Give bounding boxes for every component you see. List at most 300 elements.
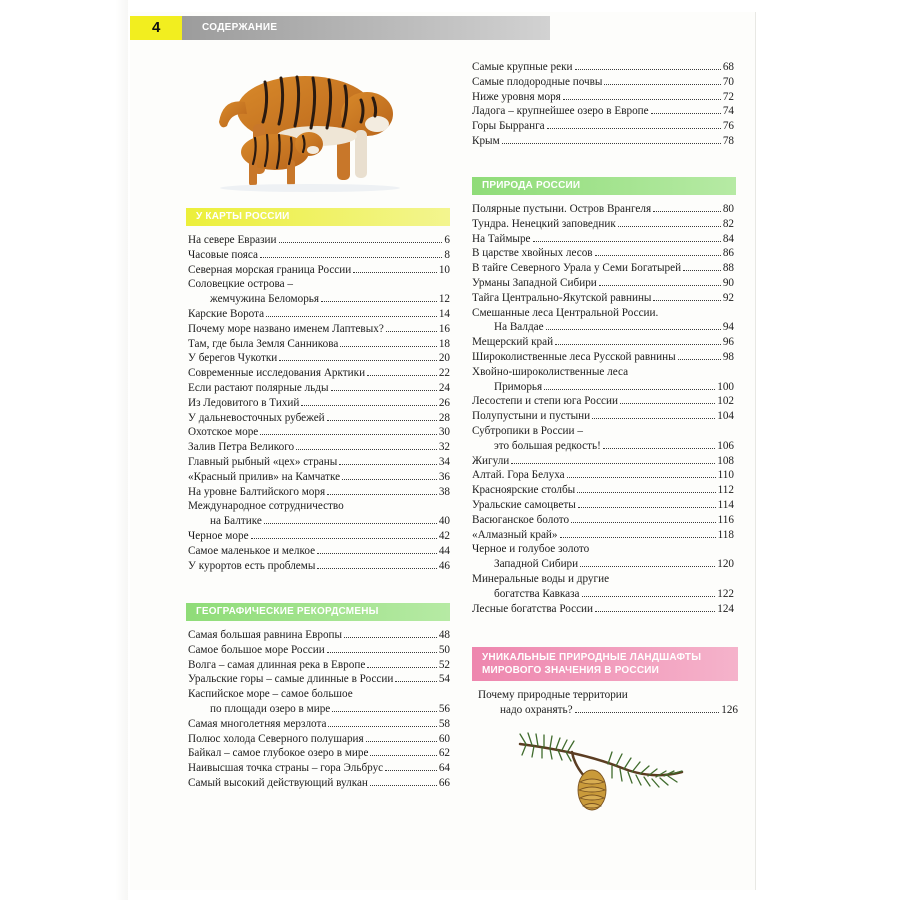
toc-entry [188,440,450,455]
toc-page-number: 122 [717,587,734,600]
toc-entry-row [188,366,450,381]
toc-entry-row [472,439,734,454]
toc-entry-title: Алтай. Гора Белуха [472,469,565,482]
dot-leader [340,337,436,347]
toc-entry-title: Волга – самая длинная река в Европе [188,658,366,671]
dot-leader [653,202,721,212]
toc-page-number: 66 [438,776,450,789]
toc-entry-title: На Таймыре [472,232,531,245]
toc-page-number: 110 [717,469,734,482]
toc-entry-row [472,202,734,217]
toc-entry-row [188,322,450,337]
toc-entry-title: Полюс холода Северного полушария [188,732,364,745]
toc-entry [188,337,450,352]
dot-leader [533,232,721,242]
toc-list-unique [478,688,738,718]
dot-leader [279,233,443,243]
toc-page-number: 98 [722,350,734,363]
toc-entry-title: Смешанные леса Центральной России. [472,306,659,319]
toc-page-number: 80 [722,203,734,215]
dot-leader [502,134,721,144]
toc-entry [472,202,734,217]
toc-entry-row [472,75,734,90]
toc-entry [188,425,450,440]
dot-leader [301,396,436,406]
toc-entry-title: Полупустыни и пустыни [472,410,591,423]
toc-page-number: 26 [438,396,450,409]
toc-entry-row [188,425,450,440]
dot-leader [575,703,720,713]
toc-entry [188,776,450,791]
toc-page-number: 76 [722,120,734,133]
toc-entry-title-continued: на Балтике [210,515,262,528]
toc-entry [188,658,450,673]
scan-margin [0,0,128,900]
toc-page-number: 40 [438,515,450,528]
dot-leader [260,248,442,258]
toc-entry-title: Черное море [188,529,249,542]
toc-entry-row [472,454,734,469]
dot-leader [544,380,715,390]
toc-entry-title: Если растают полярные льды [188,381,329,394]
dot-leader [511,454,715,464]
toc-entry [472,365,734,395]
toc-entry-title: Ниже уровня моря [472,90,561,103]
dot-leader [344,628,437,638]
toc-page-number: 114 [717,498,734,511]
toc-entry-title: Самые плодородные почвы [472,75,603,88]
toc-entry-row [188,337,450,352]
toc-page-number: 72 [722,90,734,103]
toc-entry [472,454,734,469]
toc-page-number: 86 [722,247,734,260]
toc-entry-title-continued: жемчужина Беломорья [210,293,320,306]
dot-leader [599,276,721,286]
toc-page-number: 112 [717,484,734,497]
toc-entry-title: Главный рыбный «цех» страны [188,455,338,468]
toc-entry-row [188,672,450,687]
toc-entry [472,261,734,276]
dot-leader [582,587,716,597]
toc-entry-title: На севере Евразии [188,234,277,246]
section-title-line-1: УНИКАЛЬНЫЕ ПРИРОДНЫЕ ЛАНДШАФТЫ [482,652,702,663]
dot-leader [370,746,436,756]
toc-entry-row [188,440,450,455]
toc-entry-row [472,134,734,149]
toc-page-number: 12 [438,293,450,306]
toc-page-number: 56 [438,702,450,715]
toc-entry-title: У дальневосточных рубежей [188,411,325,424]
toc-entry [188,233,450,248]
toc-entry [472,528,734,543]
toc-entry-row [188,514,450,529]
toc-entry-title: На уровне Балтийского моря [188,485,326,498]
toc-entry-title: Почему море названо именем Лаптевых? [188,322,384,335]
toc-entry [472,483,734,498]
toc-entry [472,90,734,105]
dot-leader [651,104,721,114]
toc-entry [188,746,450,761]
toc-entry [188,277,450,307]
toc-entry-title: Наивысшая точка страны – гора Эльбрус [188,762,384,775]
dot-leader [567,468,716,478]
dot-leader [331,381,437,391]
toc-entry [188,322,450,337]
toc-entry-row [188,559,450,574]
toc-page-number: 38 [438,485,450,498]
toc-page-number: 96 [722,336,734,349]
toc-entry [188,529,450,544]
toc-page-number: 44 [438,544,450,557]
toc-entry-title: «Алмазный край» [472,528,558,541]
toc-page-number: 84 [722,232,734,245]
toc-entry-title: Современные исследования Арктики [188,367,366,380]
toc-entry [188,396,450,411]
toc-entry-row [188,292,450,307]
toc-entry-title: Почему природные территории [478,689,628,701]
dot-leader [321,292,437,302]
toc-entry [472,104,734,119]
toc-entry [188,672,450,687]
toc-entry-row [188,529,450,544]
toc-entry-row [188,717,450,732]
toc-entry-row [188,351,450,366]
toc-entry-row [188,263,450,278]
toc-entry-row [188,732,450,747]
dot-leader [317,544,437,554]
toc-entry [188,485,450,500]
toc-page-number: 18 [438,337,450,350]
toc-entry-title: «Красный прилив» на Камчатке [188,470,341,483]
toc-entry-title-continued: это большая редкость! [494,439,601,452]
dot-leader [367,658,437,668]
toc-entry-row [472,602,734,617]
toc-entry-row [188,761,450,776]
toc-entry [472,424,734,454]
toc-entry-row [188,658,450,673]
toc-entry-title: Минеральные воды и другие [472,572,610,585]
toc-entry-title: Залив Петра Великого [188,441,295,454]
toc-entry [472,291,734,306]
dot-leader [546,320,721,330]
toc-entry-title-continued: Западной Сибири [494,558,579,571]
toc-entry-row [472,232,734,247]
toc-entry [472,232,734,247]
toc-page-number: 14 [438,307,450,320]
toc-page-number: 24 [438,381,450,394]
toc-entry-row [188,381,450,396]
toc-entry-row [188,628,450,643]
dot-leader [547,119,721,129]
dot-leader [618,217,721,227]
toc-page-number: 94 [722,321,734,334]
toc-entry [188,455,450,470]
toc-entry [188,248,450,263]
section-title: У КАРТЫ РОССИИ [196,211,290,222]
section-title: ПРИРОДА РОССИИ [482,180,581,191]
dot-leader [595,602,715,612]
toc-page-number: 70 [722,75,734,88]
toc-entry-title: Каспийское море – самое большое [188,688,353,701]
toc-entry-title: Соловецкие острова – [188,278,293,291]
toc-page-number: 124 [717,602,734,615]
toc-entry [188,717,450,732]
toc-entry-title: В тайге Северного Урала у Семи Богатырей [472,262,682,275]
toc-entry-row [472,483,734,498]
toc-entry [188,381,450,396]
section-header-map [186,208,450,226]
toc-entry [188,628,450,643]
toc-page-number: 88 [722,262,734,275]
toc-entry-row [472,90,734,105]
toc-page-number: 46 [438,559,450,572]
toc-entry [188,263,450,278]
dot-leader [370,776,437,786]
toc-entry [472,276,734,291]
section-header-unique-landscapes [472,647,738,681]
toc-entry-title-continued: по площади озеро в мире [210,702,331,715]
dot-leader [327,485,437,495]
toc-entry-title: Самая большая равнина Европы [188,629,343,641]
dot-leader [296,440,437,450]
toc-entry-title: Северная морская граница России [188,263,352,276]
toc-entry-row [478,703,738,718]
toc-page-number: 74 [722,105,734,118]
toc-entry-title: Байкал – самое глубокое озеро в мире [188,747,369,760]
page-number: 4 [152,19,161,36]
section-title-line-2: МИРОВОГО ЗНАЧЕНИЯ В РОССИИ [482,665,660,676]
toc-entry-title-continued: богатства Кавказа [494,587,580,600]
toc-entry [472,468,734,483]
toc-entry [188,307,450,322]
toc-entry [188,351,450,366]
dot-leader [251,529,437,539]
toc-entry-row [188,544,450,559]
toc-page-number: 34 [438,455,450,468]
section-title [482,651,701,677]
toc-entry-title-continued: надо охранять? [500,703,573,716]
toc-page-number: 82 [722,217,734,230]
toc-entry-title: Черное и голубое золото [472,543,590,556]
toc-page-number: 118 [717,528,734,541]
toc-page-number: 6 [444,234,450,246]
toc-entry-title: Урманы Западной Сибири [472,276,597,289]
toc-entry [472,119,734,134]
toc-entry [472,217,734,232]
dot-leader [555,335,721,345]
toc-entry [472,542,734,572]
section-title: ГЕОГРАФИЧЕСКИЕ РЕКОРДСМЕНЫ [196,606,379,617]
toc-entry-row [188,233,450,248]
toc-entry [188,687,450,717]
dot-leader [367,366,437,376]
dot-leader [385,761,437,771]
toc-page-number: 32 [438,441,450,454]
toc-entry-row [188,643,450,658]
dot-leader [264,514,437,524]
toc-entry [472,409,734,424]
toc-page-number: 68 [722,61,734,73]
dot-leader [620,394,715,404]
toc-entry-row [472,498,734,513]
tiger-with-cub-icon [205,52,415,194]
toc-page-number: 126 [721,703,738,716]
toc-page-number: 62 [438,747,450,760]
dot-leader [683,261,721,271]
toc-list-records [188,628,450,791]
page-title: СОДЕРЖАНИЕ [202,22,278,33]
toc-page-number: 48 [438,629,450,641]
toc-page-number: 36 [438,470,450,483]
dot-leader [575,60,721,70]
toc-entry-title-continued: Приморья [494,380,543,393]
toc-entry-row [472,557,734,572]
dot-leader [266,307,437,317]
dot-leader [366,732,437,742]
dot-leader [578,498,716,508]
toc-entry-title: Широколиственные леса Русской равнины [472,350,676,363]
toc-entry-title: Лесные богатства России [472,602,594,615]
toc-entry-title: Самое большое море России [188,643,325,656]
toc-entry [472,246,734,261]
dot-leader [279,351,437,361]
toc-entry [472,513,734,528]
toc-entry-title: Тундра. Ненецкий заповедник [472,217,616,230]
toc-page-number: 16 [438,322,450,335]
toc-page-number: 90 [722,276,734,289]
toc-entry-row [472,513,734,528]
dot-leader [353,263,437,273]
toc-entry-title: Самый высокий действующий вулкан [188,776,368,789]
toc-page-number: 106 [717,439,734,452]
toc-page-number: 108 [717,454,734,467]
toc-entry [188,366,450,381]
toc-entry [472,602,734,617]
page-number-box [130,16,182,40]
dot-leader [603,439,715,449]
toc-page-number: 78 [722,134,734,147]
toc-entry-title: Ладога – крупнейшее озеро в Европе [472,105,649,118]
toc-entry [472,60,734,75]
toc-entry-title: У курортов есть проблемы [188,559,316,572]
toc-page-number: 58 [438,717,450,730]
toc-entry-row [472,335,734,350]
toc-page-number: 52 [438,658,450,671]
toc-page-number: 30 [438,426,450,439]
toc-entry-title: Горы Бырранга [472,120,545,133]
toc-entry [188,643,450,658]
toc-entry-title: В царстве хвойных лесов [472,247,593,260]
toc-entry [188,411,450,426]
toc-entry [478,688,738,718]
toc-entry-title-continued: На Валдае [494,321,544,334]
toc-entry [472,350,734,365]
dot-leader [595,246,721,256]
dot-leader [604,75,720,85]
toc-entry-row [188,248,450,263]
toc-page-number: 100 [717,380,734,393]
section-header-records [186,603,450,621]
dot-leader [563,90,721,100]
toc-entry-row [472,60,734,75]
toc-entry-row [472,104,734,119]
dot-leader [332,702,437,712]
toc-entry-row [188,307,450,322]
toc-entry-title: Красноярские столбы [472,484,576,497]
section-header-nature [472,177,736,195]
dot-leader [339,455,437,465]
toc-page-number: 42 [438,529,450,542]
toc-entry-row [188,396,450,411]
toc-entry-row [472,394,734,409]
toc-entry-title: Из Ледовитого в Тихий [188,396,300,409]
toc-entry [472,498,734,513]
toc-entry-title: Самая многолетняя мерзлота [188,717,327,730]
toc-entry-title: Международное сотрудничество [188,500,344,513]
toc-entry-row [472,119,734,134]
dot-leader [327,411,437,421]
toc-entry-row [188,776,450,791]
pine-branch-with-cone-icon [512,724,692,832]
toc-entry-title: Тайга Центрально-Якутской равнины [472,291,652,304]
toc-entry-title: Уральские самоцветы [472,498,576,511]
dot-leader [395,672,436,682]
toc-entry-row [472,528,734,543]
toc-entry-row [188,746,450,761]
dot-leader [592,409,715,419]
dot-leader [653,291,720,301]
toc-entry-row [472,246,734,261]
dot-leader [317,559,436,569]
dot-leader [328,717,436,727]
toc-entry-title: Уральские горы – самые длинные в России [188,673,394,686]
toc-entry-title: Васюганское болото [472,513,570,526]
toc-entry-row [472,217,734,232]
toc-entry [188,559,450,574]
toc-entry-title: Полярные пустыни. Остров Врангеля [472,203,652,215]
toc-page-number: 102 [717,395,734,408]
dot-leader [327,643,437,653]
dot-leader [386,322,437,332]
toc-entry-row [472,409,734,424]
toc-entry-row [188,702,450,717]
toc-entry-row [472,276,734,291]
toc-entry-title: Мещерский край [472,336,554,349]
toc-page-number: 104 [717,410,734,423]
toc-entry-title: Самое маленькое и мелкое [188,544,316,557]
toc-list-records-continued [472,60,734,149]
toc-list-nature [472,202,734,616]
dot-leader [260,425,437,435]
toc-entry [188,470,450,485]
toc-entry [188,499,450,529]
toc-entry [472,134,734,149]
toc-entry [472,572,734,602]
header-bar [182,16,550,40]
toc-page-number: 28 [438,411,450,424]
dot-leader [580,557,715,567]
toc-entry-title: Жигули [472,454,510,467]
page-header [130,16,550,40]
toc-entry-row [472,350,734,365]
toc-entry-title: Карские Ворота [188,307,265,320]
toc-entry-title: Субтропики в России – [472,424,583,437]
toc-entry [188,544,450,559]
dot-leader [560,528,716,538]
toc-entry-title: У берегов Чукотки [188,352,278,365]
toc-entry [472,75,734,90]
toc-page-number: 120 [717,558,734,571]
